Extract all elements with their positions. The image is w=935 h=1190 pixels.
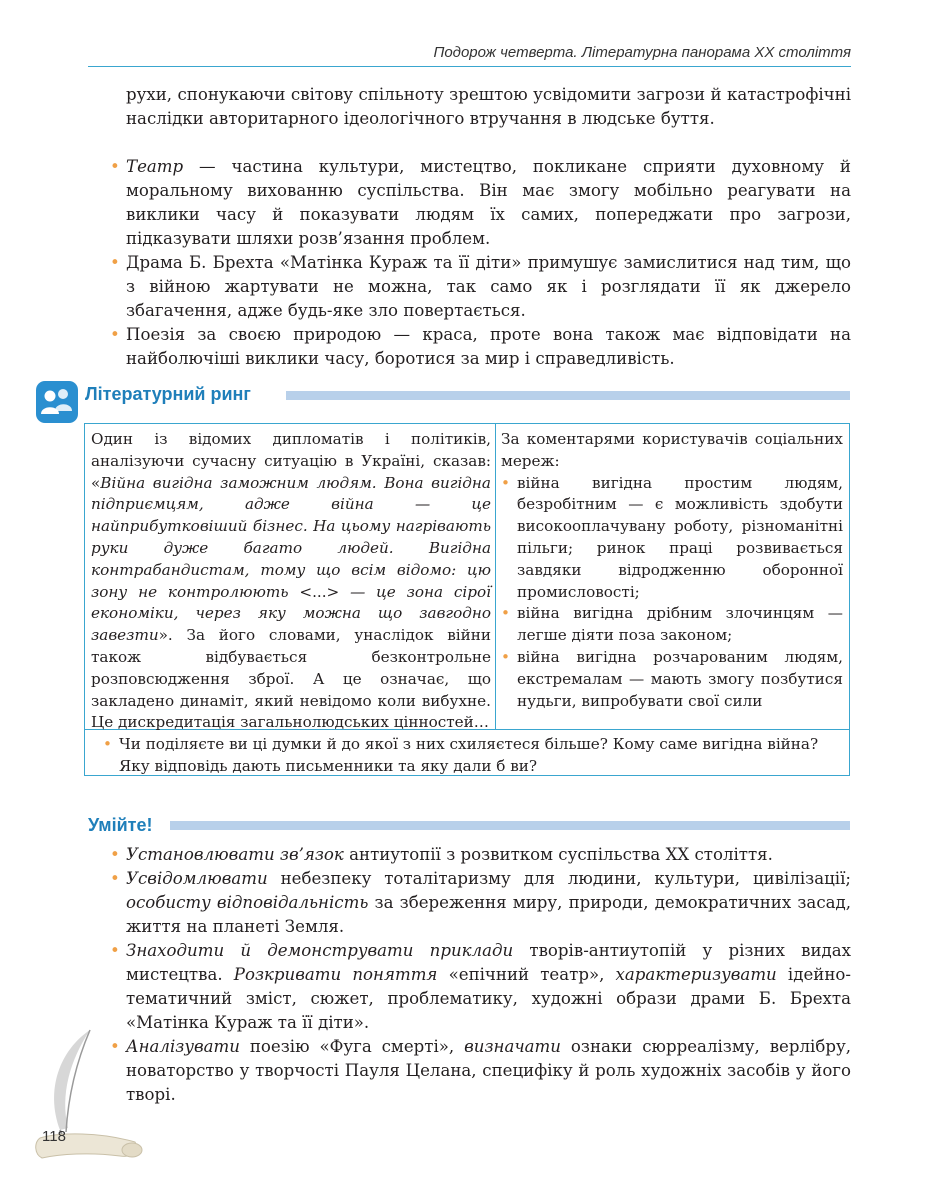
ring-left-outro: ». За його словами, унаслідок війни також відбувається безконтрольне розповсюдження зброї. А це означає, що закладено динаміт, який невідомо коли вибухне. Це дискредитація загальнолюдських цінностей…	[91, 626, 491, 732]
ring-right-item: • війна вигідна простим людям, безробітним — є можливість здобути високооплачувану роботу, різноманітні пільги; ринок праці розвивається завдяки відродженню оборонної промисловості;	[501, 473, 843, 604]
bullet-item-text: Драма Б. Брехта «Матінка Кураж та її діти» примушує замислитися над тим, що з війною жартувати не можна, так само як і розглядати її як джерело збагачення, адже будь-яке зло повертається.	[126, 253, 851, 320]
ring-left-quote-a: Війна вигідна заможним людям. Вона вигідна підприємцям, адже війна — це найприбутковіший бізнес. На цьому нагрівають руки дуже багато людей. Вигідна контрабандистам, тому що всім відомо: цю зону не контролюють	[91, 473, 491, 601]
ring-right-item: • війна вигідна розчарованим людям, екстремалам — мають змогу позбутися нудьги, випробувати свої сили	[501, 647, 843, 712]
umiyte-item-text: за збереження миру, природи, демократичних засад, життя на планеті Земля.	[126, 893, 852, 936]
umiyte-item	[110, 867, 851, 939]
bullet-list-top	[110, 155, 851, 371]
umiyte-item-italic: Аналізувати	[126, 1037, 240, 1056]
umiyte-item-text: ознаки сюрреалізму, верлібру, новаторство у творчості Пауля Целана, специфіку й роль художніх засобів у його творі.	[126, 1037, 852, 1104]
umiyte-title-bar	[170, 821, 850, 830]
bullet-item-theatre	[110, 155, 851, 251]
running-header-title: Подорож четверта. Літературна панорама XX століття	[433, 44, 851, 61]
umiyte-item-italic: Установлювати зв’язок	[126, 845, 344, 864]
bullet-item-italic: Театр	[126, 157, 184, 176]
umiyte-item	[110, 843, 851, 867]
ring-question: • Чи поділяєте ви ці думки й до якої з них схиляєтеся більше? Кому саме вигідна війна? Яку відповідь дають письменники та яку дали б ви?	[103, 734, 849, 778]
bullet-item-text: — частина культури, мистецтво, покликане сприяти духовному й моральному вихованню суспільства. Він має змогу мобільно реагувати на виклики часу й показувати людям їх самих, попереджати про загрози, підказувати шляхи розв’язання проблем.	[126, 157, 851, 248]
bullet-item-text: Поезія за своєю природою — краса, проте вона також має відповідати на найболючіші виклики часу, боротися за мир і справедливість.	[126, 325, 851, 368]
bullet-item-brecht	[110, 251, 851, 323]
ring-left-quote-ellipsis: <...>	[299, 582, 340, 601]
bullet-item-poetry	[110, 323, 851, 371]
umiyte-title: Умійте!	[88, 815, 153, 835]
umiyte-item	[110, 1035, 851, 1107]
umiyte-item-italic: Знаходити й демонструвати приклади	[126, 941, 514, 960]
literary-ring-title: Літературний ринг	[85, 384, 251, 404]
two-people-icon	[36, 381, 78, 423]
umiyte-item-text: «епічний театр»,	[437, 965, 616, 984]
umiyte-item-text: творів-антиутопій у різних видах мистецтва.	[126, 941, 851, 984]
umiyte-item-italic: Усвідомлювати	[126, 869, 268, 888]
ring-right-intro: За коментарями користувачів соціальних мереж:	[501, 430, 843, 470]
umiyte-item-italic: характеризувати	[615, 965, 777, 984]
ring-right-item: • війна вигідна дрібним злочинцям — легше діяти поза законом;	[501, 603, 843, 647]
umiyte-list	[110, 843, 851, 1107]
quill-feather-icon	[20, 1020, 170, 1170]
umiyte-item-italic: Розкривати поняття	[233, 965, 438, 984]
ring-left-quote-b: — це зона сірої економіки, через яку можна що завгодно завезти	[91, 582, 491, 645]
table-column-divider	[495, 424, 496, 729]
umiyte-item	[110, 939, 851, 1035]
literary-ring-table	[84, 423, 850, 776]
page-number: 118	[42, 1128, 66, 1145]
umiyte-item-text: ідейно-тематичний зміст, сюжет, проблематику, художні образи драми Б. Брехта «Матінка Кураж та її діти».	[126, 965, 851, 1032]
literary-ring-title-bar	[286, 391, 850, 400]
intro-paragraph: рухи, спонукаючи світову спільноту зрештою усвідомити загрози й катастрофічні наслідки авторитарного ідеологічного втручання в людське буття.	[126, 85, 851, 128]
ring-right-column	[501, 429, 843, 712]
umiyte-item-italic: особисту відповідальність	[126, 893, 369, 912]
ring-left-intro: Один із відомих дипломатів і політиків, аналізуючи сучасну ситуацію в Україні, сказав: «	[91, 430, 491, 492]
ring-left-column	[91, 429, 491, 734]
umiyte-item-text: небезпеку тоталітаризму для людини, культури, цивілізації;	[267, 869, 851, 888]
ring-right-list	[501, 473, 843, 713]
umiyte-item-text: поезію «Фуга смерті»,	[239, 1037, 465, 1056]
running-header	[88, 44, 851, 67]
umiyte-item-text: антиутопії з розвитком суспільства XX століття.	[343, 845, 773, 864]
umiyte-item-italic: визначати	[464, 1037, 561, 1056]
